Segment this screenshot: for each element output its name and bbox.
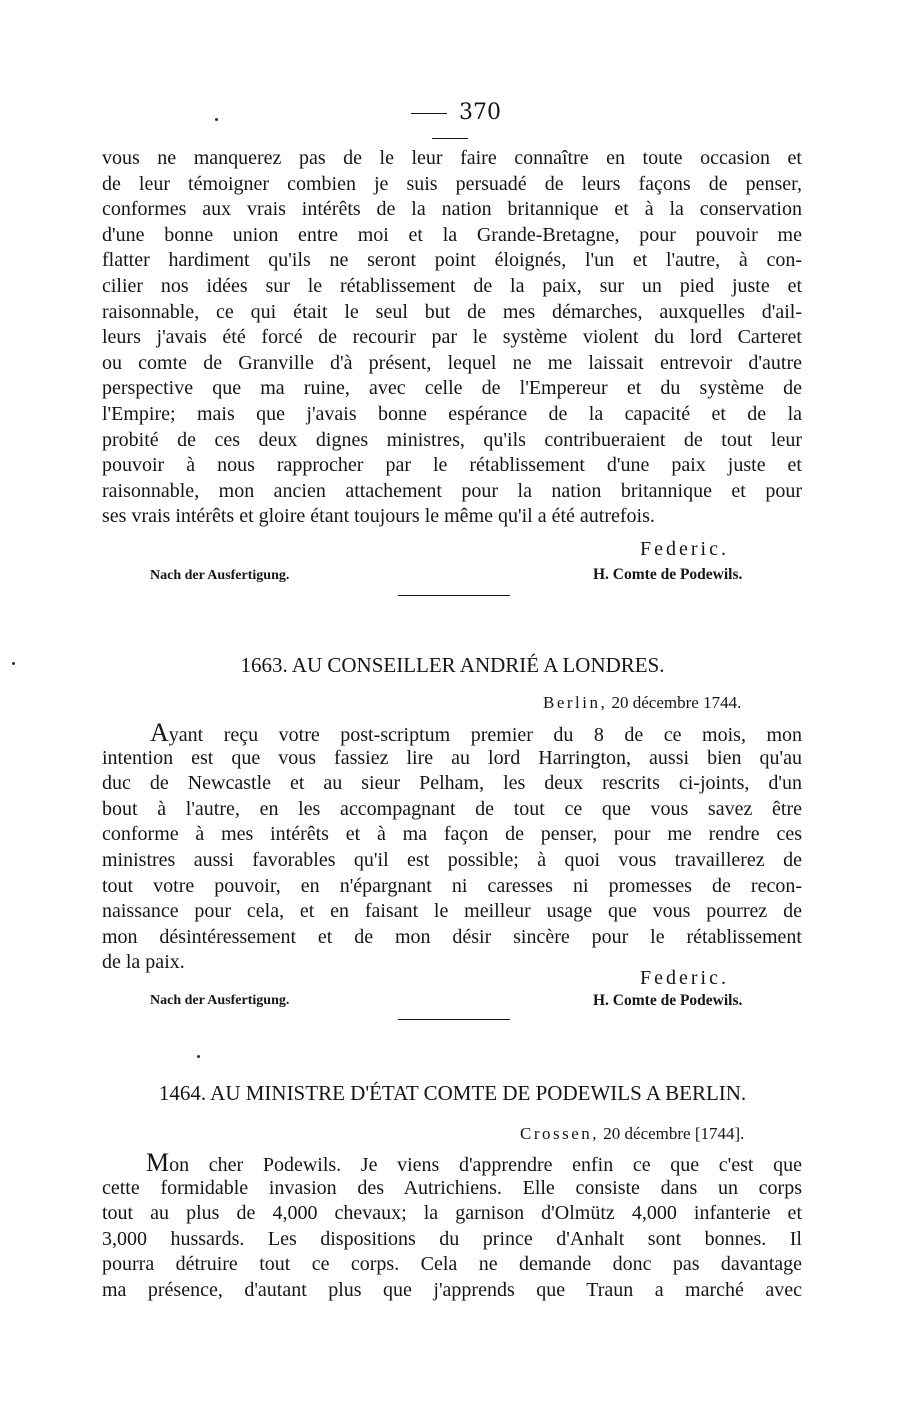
text-line: pouvoir à nous rapprocher par le rétablissement d'une paix juste et (102, 454, 802, 477)
text-line: perspective que ma ruine, avec celle de l'Empereur et du système de (102, 377, 802, 400)
date-text: 20 décembre 1744. (611, 693, 742, 712)
letter-prev-body (102, 146, 802, 530)
letter-heading: 1464. AU MINISTRE D'ÉTAT COMTE DE PODEWILS A BERLIN. (158, 1081, 747, 1105)
text-line: intention est que vous fassiez lire au lord Harrington, aussi bien qu'au (102, 746, 802, 769)
page-number-text: 370 (459, 100, 501, 125)
text-line: probité de ces deux dignes ministres, qu'ils contribueraient de tout leur (102, 428, 802, 451)
drop-cap: A (150, 718, 169, 747)
text-line: d'une bonne union entre moi et la Grande-Bretagne, pour pouvoir me (102, 223, 802, 246)
text-line: ministres aussi favorables qu'il est possible; à quoi vous travaillerez de (102, 848, 802, 871)
text-line: mon désintéressement et de mon désir sincère pour le rétablissement (102, 925, 802, 948)
dateline (543, 693, 741, 713)
text-line: leurs j'avais été forcé de recourir par le système violent du lord Carteret (102, 326, 802, 349)
letter-1464-body (102, 1150, 802, 1304)
text-line: flatter hardiment qu'ils ne seront point éloignés, l'un et l'autre, à con- (102, 249, 802, 272)
date-place: Berlin, (543, 693, 608, 712)
text-line: pourra détruire tout ce corps. Cela ne demande donc pas davantage (102, 1253, 802, 1276)
text-line: naissance pour cela, et en faisant le meilleur usage que vous pourrez de (102, 900, 802, 923)
signature: Federic. (640, 967, 729, 989)
letter-1663-body (102, 720, 802, 976)
dateline (520, 1124, 744, 1144)
text-line: raisonnable, mon ancien attachement pour la nation britannique et pour (102, 479, 802, 502)
text-line: l'Empire; mais que j'avais bonne espérance de la capacité et de la (102, 402, 802, 425)
text-line: de la paix. (102, 951, 185, 974)
text-line: conforme à mes intérêts et à ma façon de penser, pour me rendre ces (102, 823, 802, 846)
countersignature: H. Comte de Podewils. (593, 992, 743, 1009)
text-line: tout au plus de 4,000 chevaux; la garnison d'Olmütz 4,000 infanterie et (102, 1202, 802, 1225)
text-line: raisonnable, ce qui était le seul but de mes démarches, auxquelles d'ail- (102, 300, 802, 323)
text-line-rest: on cher Podewils. Je viens d'apprendre enfin ce que c'est que (169, 1154, 802, 1176)
page-number-dash-right (432, 138, 468, 139)
source-note: Nach der Ausfertigung. (150, 568, 290, 583)
text-line: duc de Newcastle et au sieur Pelham, les deux rescrits ci-joints, d'un (102, 772, 802, 795)
drop-cap: M (146, 1148, 170, 1177)
text-line-rest: yant reçu votre post-scriptum premier du 8 de ce mois, mon (168, 724, 802, 746)
scan-speck (12, 662, 15, 665)
text-line: conformes aux vrais intérêts de la nation britannique et à la conservation (102, 198, 802, 221)
text-line: ses vrais intérêts et gloire étant toujours le même qu'il a été autrefois. (102, 505, 655, 528)
text-line (102, 1150, 802, 1176)
page-number (370, 100, 530, 150)
text-line: cilier nos idées sur le rétablissement de la paix, sur un pied juste et (102, 274, 802, 297)
scan-speck (215, 118, 218, 121)
text-line: cette formidable invasion des Autrichiens. Elle consiste dans un corps (102, 1176, 802, 1199)
date-place: Crossen, (520, 1124, 600, 1143)
text-line: tout votre pouvoir, en n'épargnant ni caresses ni promesses de recon- (102, 874, 802, 897)
text-line: ma présence, d'autant plus que j'apprends que Traun a marché avec (102, 1278, 802, 1301)
text-line: 3,000 hussards. Les dispositions du prince d'Anhalt sont bonnes. Il (102, 1227, 802, 1250)
text-line: bout à l'autre, en les accompagnant de tout ce que vous savez être (102, 797, 802, 820)
signature: Federic. (640, 538, 729, 560)
section-divider (398, 1019, 510, 1020)
text-line: vous ne manquerez pas de le leur faire connaître en toute occasion et (102, 147, 802, 169)
text-line: ou comte de Granville d'à présent, lequel ne me laissait entrevoir d'autre (102, 351, 802, 374)
source-note: Nach der Ausfertigung. (150, 993, 290, 1008)
text-line: de leur témoigner combien je suis persuadé de leurs façons de penser, (102, 172, 802, 195)
text-line (102, 720, 802, 746)
countersignature: H. Comte de Podewils. (593, 566, 743, 583)
scan-speck (197, 1055, 200, 1058)
letter-heading: 1663. AU CONSEILLER ANDRIÉ A LONDRES. (240, 653, 665, 677)
page-number-dash-left (411, 113, 447, 114)
section-divider (398, 595, 510, 596)
date-text: 20 décembre [1744]. (603, 1124, 745, 1143)
